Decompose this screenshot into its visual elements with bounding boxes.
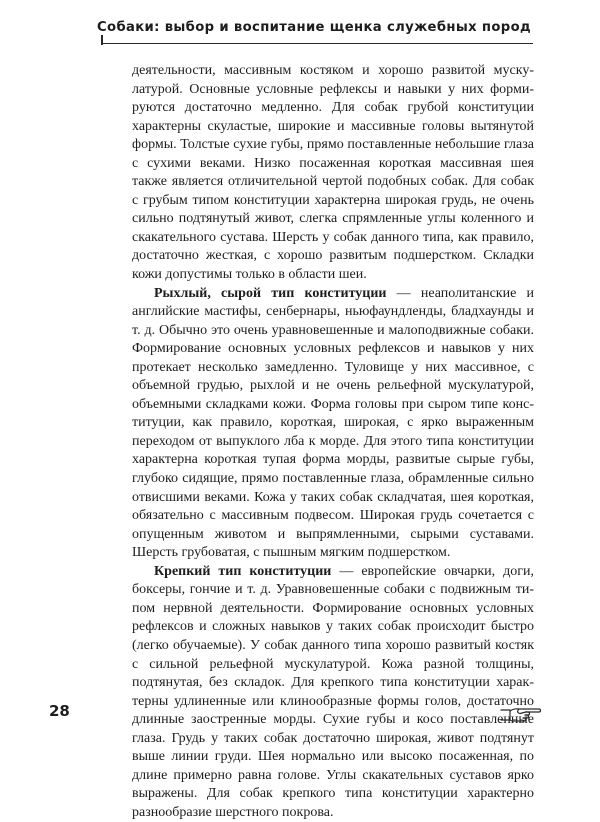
term-loose-constitution: Рыхлый, сырой тип конституции bbox=[154, 285, 387, 301]
body-text bbox=[132, 62, 534, 822]
paragraph-strong-constitution bbox=[132, 563, 534, 822]
page-number: 28 bbox=[49, 702, 70, 720]
header-rule-tick bbox=[101, 35, 103, 45]
pointing-hand-icon bbox=[500, 704, 542, 724]
paragraph-continued: деятельности, массивным костяком и хорошо развитой мускулатурой. Основные условные рефлексы и навыки у них формируются достаточно медленно. Для собак грубой конституции характерны скуластые, широкие и массивные головы вытянутой формы. Толстые сухие губы, прямо поставленные небольшие глаза с сухими веками. Низко посаженная короткая массивная шея также является отличительной чертой подобных собак. Для собак с грубым типом конституции характерна широкая грудь, не очень сильно подтянутый живот, слегка спрямленные углы коленного и скакательного сустава. Шерсть у собак данного типа, как правило, достаточно жесткая, с хорошо развитым подшерстком. Складки кожи допустимы только в области шеи. bbox=[132, 63, 534, 283]
paragraph-loose-constitution bbox=[132, 285, 534, 563]
running-header bbox=[97, 19, 533, 44]
paragraph-strong-constitution-text: — европейские овчарки, доги, боксеры, гончие и т. д. Уравновешенные собаки с подвижным типом нервной деятельности. Формирование основных условных рефлексов и сложных навыков у таких собак происходит быстро (легко обучаемые). У собак данного типа хорошо развитый костяк с сильной рельефной мускулатурой. Кожа разной толщины, подтянутая, без складок. Для крепкого типа конституции характерны удлиненные или клинообразные формы голов, достаточно длинные заостренные морды. Сухие губы и косо поставленные глаза. Грудь у таких собак достаточно широкая, живот подтянут выше линии груди. Шея нормально или высоко посаженная, по длине примерно равна голове. Углы скакательных суставов ярко выражены. Для собак крепкого типа конституции характерно разнообразие шерстного покрова. bbox=[132, 563, 534, 820]
term-strong-constitution: Крепкий тип конституции bbox=[154, 563, 332, 579]
running-header-title: Собаки: выбор и воспитание щенка служебных пород bbox=[97, 20, 531, 35]
paragraph-loose-constitution-text: — неаполитанские и английские мастифы, сенбернары, ньюфаундленды, бладхаунды и т. д. Обычно это очень уравновешенные и малоподвижные собаки. Формирование основных условных рефлексов и навыков у них протекает несколько замедленно. Туловище у них массивное, с объемной грудью, рыхлой и не очень рельефной мускулатурой, объемными складками кожи. Форма головы при сыром типе конституции, как правило, короткая, широкая, с ярко выраженным переходом от выпуклого лба к морде. Для этого типа конституции характерна короткая тупая форма морды, развитые сырые губы, глубоко сидящие, прямо поставленные глаза, обрамленные сильно отвисшими веками. Кожа у таких собак складчатая, шея короткая, обязательно с массивным подвесом. Широкая грудь сочетается с опущенным животом и выпрямленными, сырыми суставами. Шерсть грубоватая, с пышным мягким подшерстком. bbox=[132, 285, 534, 561]
